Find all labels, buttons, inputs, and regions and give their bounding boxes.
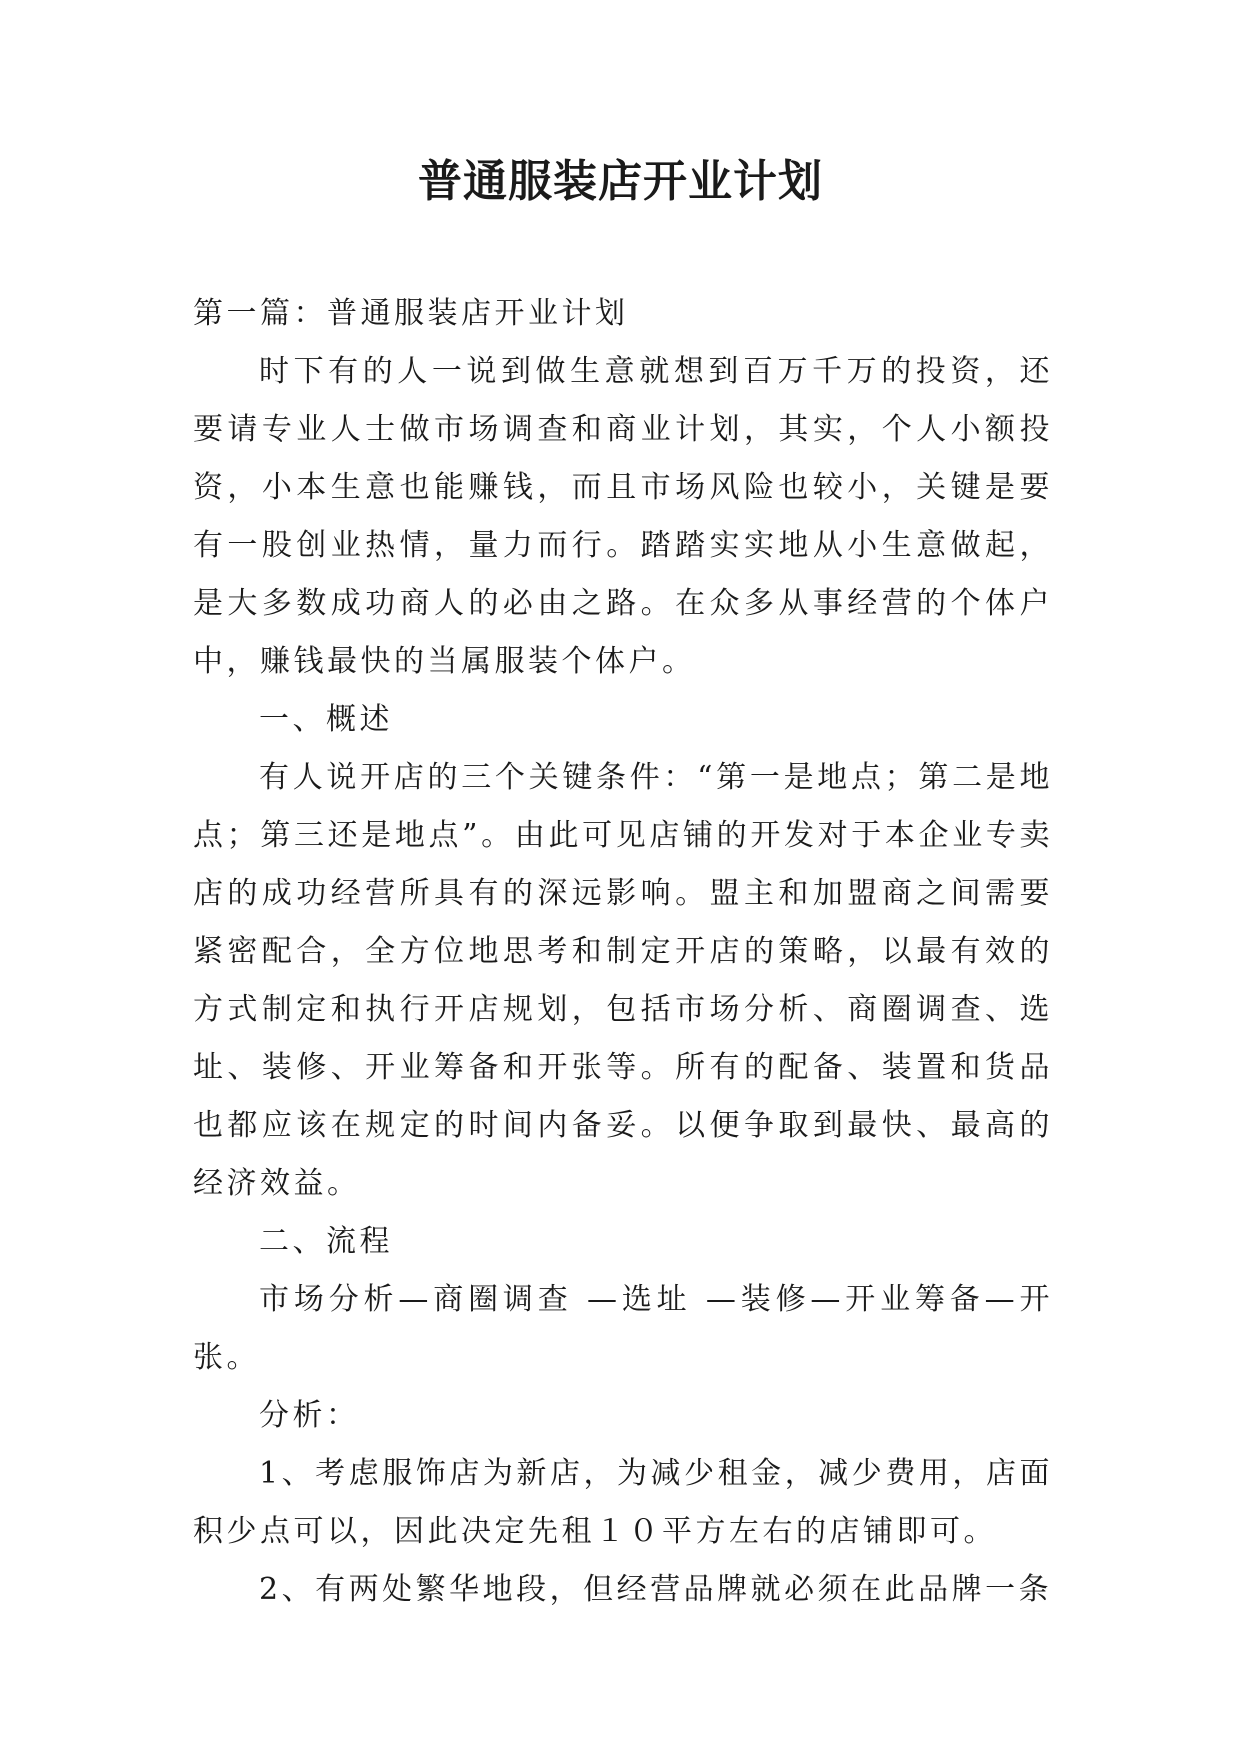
document-title: 普通服装店开业计划	[418, 156, 823, 207]
paragraph-process: 市场分析—商圈调查 —选址 —装修—开业筹备—开张。	[193, 1282, 1053, 1375]
section-heading-analysis: 分析：	[259, 1398, 360, 1433]
section-heading-process: 二、流程	[259, 1224, 393, 1259]
paragraph-intro: 时下有的人一说到做生意就想到百万千万的投资，还要请专业人士做市场调查和商业计划，其实，个人小额投资，小本生意也能赚钱，而且市场风险也较小，关键是要有一股创业热情，量力而行。踏踏实实地从小生意做起，是大多数成功商人的必由之路。在众多从事经营的个体户中，赚钱最快的当属服装个体户。	[193, 354, 1053, 679]
section-heading-overview: 一、概述	[259, 702, 393, 737]
document-body	[193, 285, 1053, 1619]
paragraph-analysis-1: 1、考虑服饰店为新店，为减少租金，减少费用，店面积少点可以，因此决定先租１０平方左右的店铺即可。	[193, 1456, 1053, 1549]
paragraph-overview: 有人说开店的三个关键条件：“第一是地点；第二是地点；第三还是地点”。由此可见店铺的开发对于本企业专卖店的成功经营所具有的深远影响。盟主和加盟商之间需要紧密配合，全方位地思考和制定开店的策略，以最有效的方式制定和执行开店规划，包括市场分析、商圈调查、选址、装修、开业筹备和开张等。所有的配备、装置和货品也都应该在规定的时间内备妥。以便争取到最快、最高的经济效益。	[193, 760, 1053, 1201]
section-heading: 第一篇：普通服装店开业计划	[193, 296, 629, 331]
paragraph-analysis-2: 2、有两处繁华地段，但经营品牌就必须在此品牌一条	[259, 1572, 1053, 1607]
